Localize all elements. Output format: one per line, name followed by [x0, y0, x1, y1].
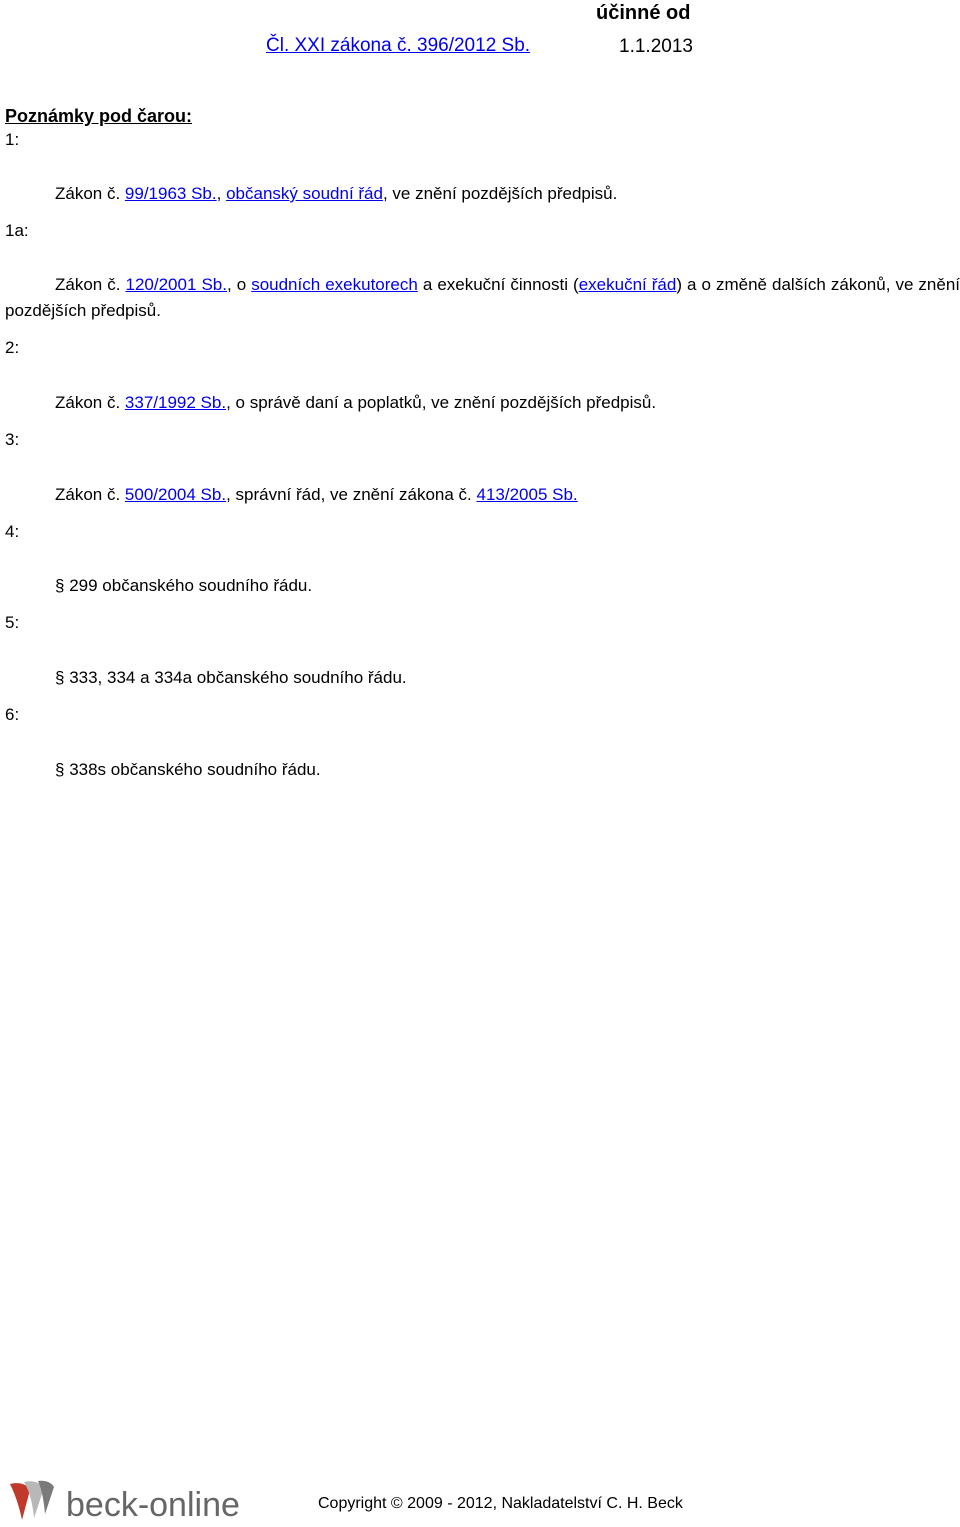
footnote-mid: , správní řád, ve znění zákona č.	[226, 485, 477, 504]
section-sign-icon: §	[55, 760, 65, 779]
footnote-text	[55, 486, 578, 503]
footnote-text	[55, 669, 407, 686]
copyright-text: Copyright © 2009 - 2012, Nakladatelství C. H. Beck	[318, 1495, 683, 1512]
footnote-separator: ,	[216, 184, 227, 203]
footnote-text	[5, 272, 960, 324]
footnote-label: 3:	[5, 430, 20, 449]
footnote-body: 299 občanského soudního řádu.	[64, 576, 313, 595]
footnote-prefix: Zákon č.	[55, 485, 125, 504]
footnote-label: 1a:	[5, 221, 29, 240]
amendment-link[interactable]: Čl. XXI zákona č. 396/2012 Sb.	[266, 35, 531, 56]
footnote-mid: a exekuční činnosti (	[417, 275, 579, 294]
footnote-suffix: ) a o změně dalších zákonů, ve znění pozdějších předpisů.	[5, 275, 960, 320]
law-link[interactable]: soudních exekutorech	[251, 275, 418, 294]
footnote-label: 2:	[5, 338, 20, 357]
logo-text: beck-online	[66, 1486, 240, 1524]
footnote-prefix: Zákon č.	[55, 184, 125, 203]
section-sign-icon: §	[55, 668, 65, 687]
section-sign-icon: §	[55, 576, 65, 595]
footnote-suffix: , ve znění pozdějších předpisů.	[382, 184, 618, 203]
footnote-text	[55, 394, 656, 411]
footnote-label: 5:	[5, 613, 20, 632]
law-link[interactable]: 99/1963 Sb.	[124, 184, 217, 203]
beck-logo-icon	[8, 1478, 248, 1524]
footnote-text	[55, 577, 312, 594]
beck-online-logo	[8, 1478, 248, 1524]
effective-from-label: účinné od	[596, 2, 691, 24]
footnote-text	[55, 185, 617, 202]
law-link[interactable]: 413/2005 Sb.	[476, 485, 578, 504]
law-link[interactable]: 120/2001 Sb.	[125, 275, 227, 294]
footnotes-heading: Poznámky pod čarou:	[5, 106, 193, 126]
law-link[interactable]: 500/2004 Sb.	[124, 485, 227, 504]
law-link[interactable]: 337/1992 Sb.	[124, 393, 227, 412]
footnote-prefix: Zákon č.	[55, 275, 126, 294]
law-link[interactable]: občanský soudní řád	[226, 184, 383, 203]
footnote-body: 338s občanského soudního řádu.	[64, 760, 321, 779]
effective-date: 1.1.2013	[619, 36, 693, 57]
law-link[interactable]: exekuční řád	[578, 275, 677, 294]
footnote-label: 6:	[5, 705, 20, 724]
footnote-suffix: , o správě daní a poplatků, ve znění pozdějších předpisů.	[226, 393, 657, 412]
footnote-separator: , o	[226, 275, 252, 294]
footnote-label: 1:	[5, 130, 20, 149]
footnote-label: 4:	[5, 522, 20, 541]
footnote-text	[55, 761, 321, 778]
footnote-prefix: Zákon č.	[55, 393, 125, 412]
footnote-body: 333, 334 a 334a občanského soudního řádu.	[64, 668, 407, 687]
